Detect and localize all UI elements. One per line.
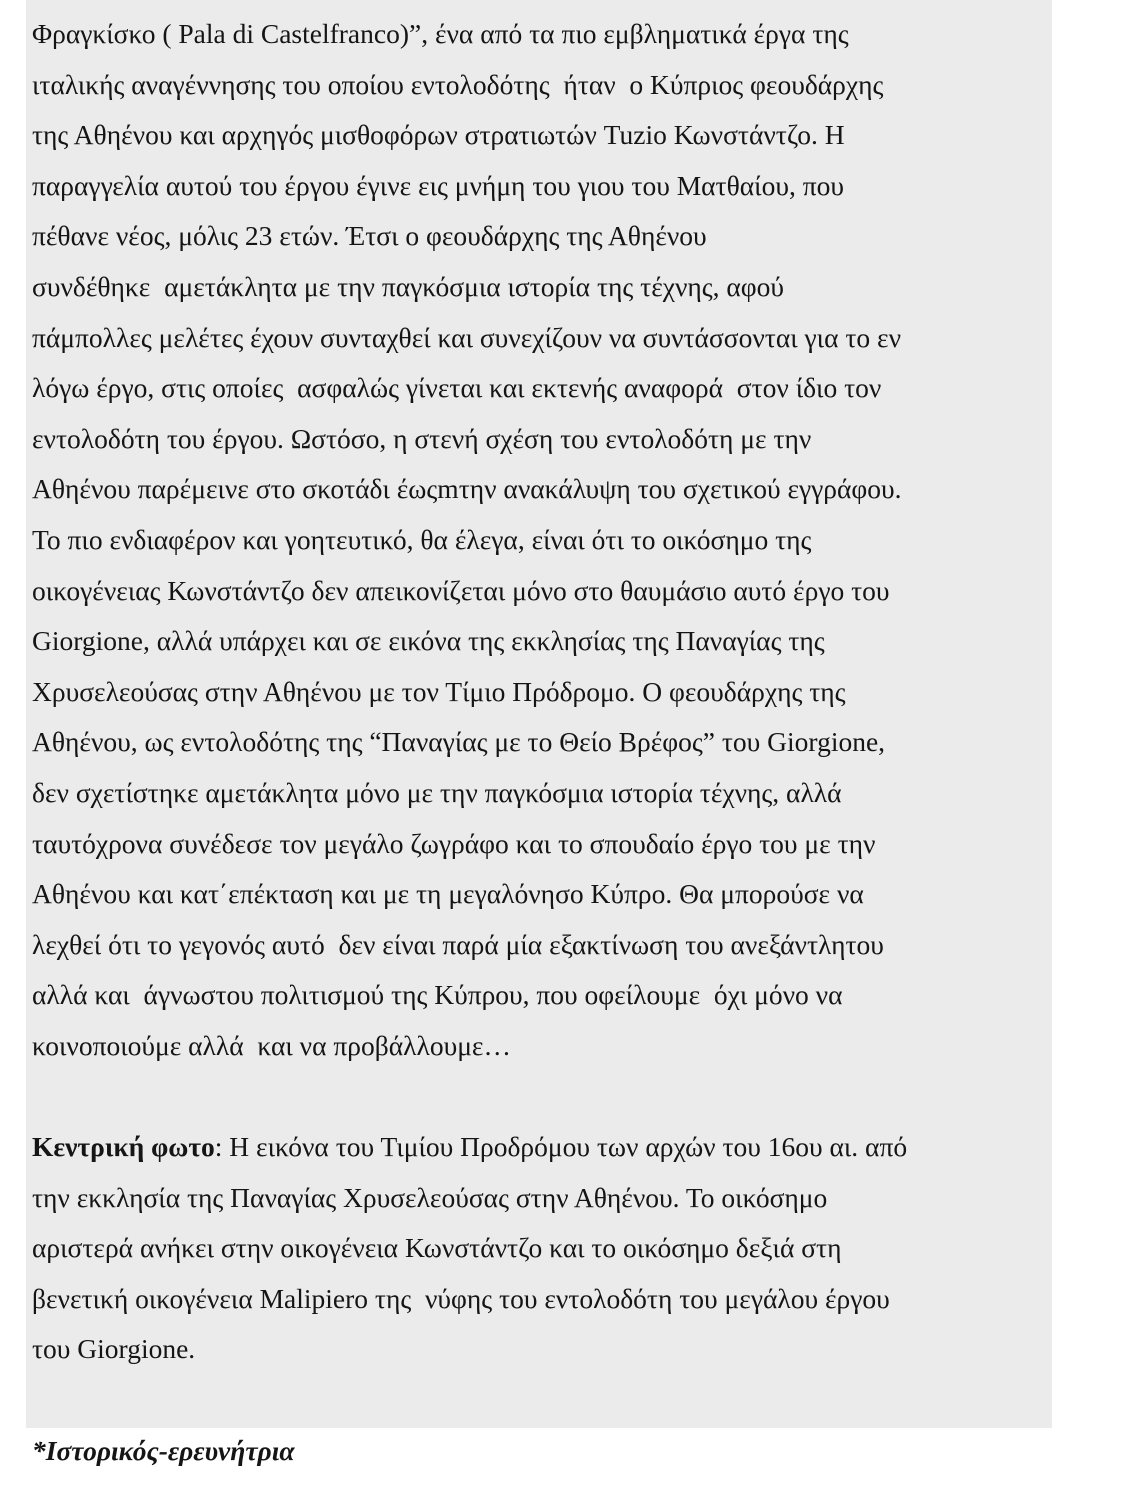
paragraph-spacer [32, 1071, 1052, 1122]
paragraph-line: πάμπολλες μελέτες έχουν συνταχθεί και συνεχίζουν να συντάσσονται για το εν [32, 321, 902, 353]
paragraph-line: παραγγελία αυτού του έργου έγινε εις μνήμη του γιου του Ματθαίου, που [32, 169, 844, 201]
caption-line: την εκκλησία της Παναγίας Χρυσελεούσας στην Αθηένου. Το οικόσημο [32, 1181, 828, 1213]
paragraph-line: Χρυσελεούσας στην Αθηένου με τον Τίμιο Πρόδρομο. Ο φεουδάρχης της [32, 675, 846, 707]
signature-spacer [32, 1375, 1052, 1426]
author-signature: *Ιστορικός-ερευνήτρια [32, 1434, 295, 1466]
article-body [32, 9, 1052, 1476]
caption-line: αριστερά ανήκει στην οικογένεια Κωνστάντζο και το οικόσημο δεξιά στη [32, 1232, 842, 1264]
caption-first-line [32, 1122, 1052, 1173]
paragraph-line: Αθηένου παρέμεινε στο σκοτάδι έωςmτην ανακάλυψη του σχετικού εγγράφου. [32, 473, 902, 505]
caption-line: βενετική οικογένεια Malipiero της νύφης του εντολοδότη του μεγάλου έργου [32, 1282, 890, 1314]
paragraph-line: λόγω έργο, στις οποίες ασφαλώς γίνεται και εκτενής αναφορά στον ίδιο τον [32, 372, 882, 404]
paragraph-line: συνδέθηκε αμετάκλητα με την παγκόσμια ιστορία της τέχνης, αφού [32, 270, 785, 302]
paragraph-line: ιταλικής αναγέννησης του οποίου εντολοδότης ήταν ο Κύπριος φεουδάρχης [32, 68, 884, 100]
paragraph-line: αλλά και άγνωστου πολιτισμού της Κύπρου, που οφείλουμε όχι μόνο να [32, 979, 843, 1011]
paragraph-line: ταυτόχρονα συνέδεσε τον μεγάλο ζωγράφο και το σπουδαίο έργο του με την [32, 827, 876, 859]
paragraph-line: Φραγκίσκο ( Pala di Castelfranco)”, ένα από τα πιο εμβληματικά έργα της [32, 18, 849, 49]
paragraph-line: δεν σχετίστηκε αμετάκλητα μόνο με την παγκόσμια ιστορία τέχνης, αλλά [32, 776, 842, 808]
paragraph-line: Αθηένου, ως εντολοδότης της “Παναγίας με το Θείο Βρέφος” του Giorgione, [32, 726, 886, 758]
paragraph-line: λεχθεί ότι το γεγονός αυτό δεν είναι παρά μία εξακτίνωση του ανεξάντλητου [32, 928, 884, 960]
paragraph-line: Το πιο ενδιαφέρον και γοητευτικό, θα έλεγα, είναι ότι το οικόσημο της [32, 523, 812, 555]
paragraph-line: της Αθηένου και αρχηγός μισθοφόρων στρατιωτών Tuzio Κωνστάντζο. Η [32, 119, 845, 151]
paragraph-line: πέθανε νέος, μόλις 23 ετών. Έτσι ο φεουδάρχης της Αθηένου [32, 220, 707, 252]
paragraph-line: Αθηένου και κατ΄επέκταση και με τη μεγαλόνησο Κύπρο. Θα μπορούσε να [32, 878, 864, 910]
paragraph-line: οικογένειας Κωνστάντζο δεν απεικονίζεται μόνο στο θαυμάσιο αυτό έργο του [32, 574, 890, 606]
paragraph-line: κοινοποιούμε αλλά και να προβάλλουμε… [32, 1029, 511, 1061]
paragraph-line: εντολοδότη του έργου. Ωστόσο, η στενή σχέση του εντολοδότη με την [32, 422, 812, 454]
caption-line: του Giorgione. [32, 1333, 196, 1365]
caption-label: Κεντρική φωτο [32, 1131, 215, 1163]
paragraph-line: Giorgione, αλλά υπάρχει και σε εικόνα της εκκλησίας της Παναγίας της [32, 625, 825, 657]
caption-first-line-text: : Η εικόνα του Τιμίου Προδρόμου των αρχών του 16ου αι. από [214, 1131, 908, 1163]
